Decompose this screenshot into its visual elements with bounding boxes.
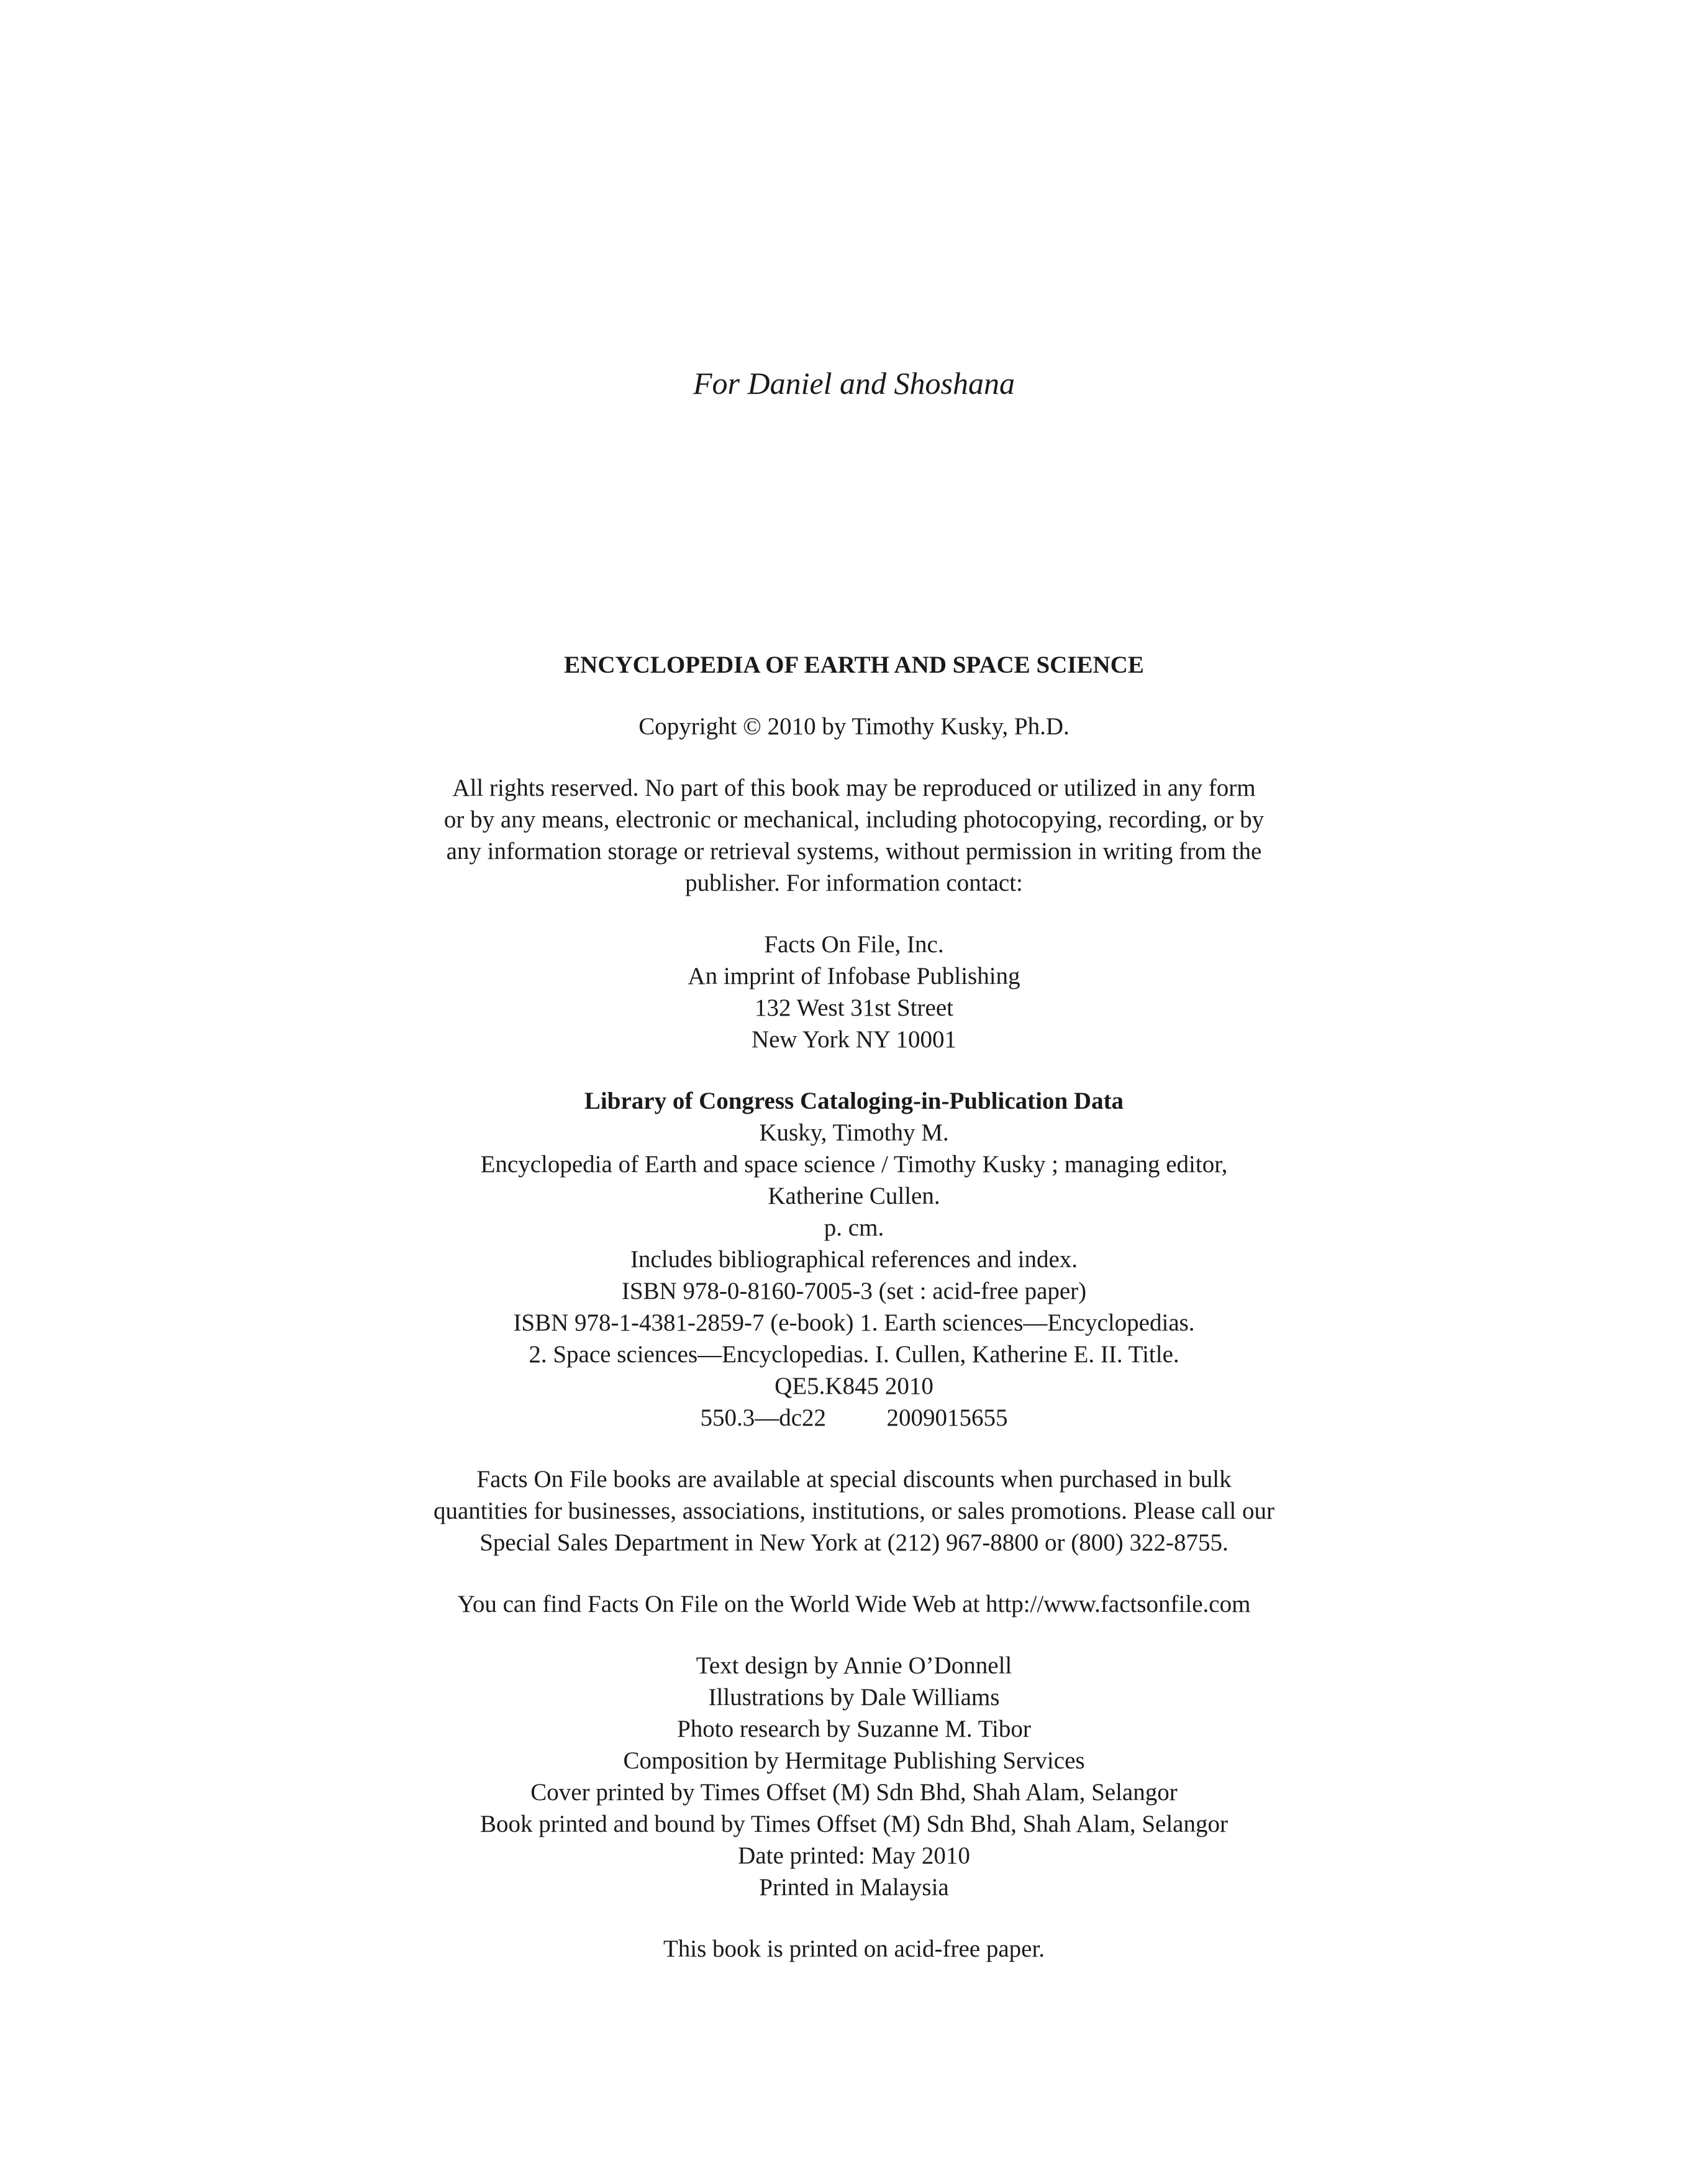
cip-line: Includes bibliographical references and index. xyxy=(630,1246,1078,1273)
production-credits xyxy=(295,1650,1413,1903)
cip-line: ISBN 978-1-4381-2859-7 (e-book) 1. Earth sciences—Encyclopedias. xyxy=(513,1309,1195,1336)
publisher-line: 132 West 31st Street xyxy=(754,994,954,1021)
sales-notice xyxy=(295,1463,1413,1558)
cip-lccn: 2009015655 xyxy=(886,1404,1008,1431)
cip-heading: Library of Congress Cataloging-in-Publication Data xyxy=(584,1088,1124,1114)
cip-line: p. cm. xyxy=(824,1214,884,1241)
publisher-address xyxy=(295,929,1413,1055)
cip-line: QE5.K845 2010 xyxy=(775,1373,933,1399)
rights-line: All rights reserved. No part of this book may be reproduced or utilized in any form xyxy=(452,775,1256,801)
cip-line: Katherine Cullen. xyxy=(768,1183,940,1209)
web-notice: You can find Facts On File on the World Wide Web at http://www.factsonfile.com xyxy=(457,1591,1251,1617)
credit-line: Illustrations by Dale Williams xyxy=(708,1684,1000,1711)
rights-line: any information storage or retrieval systems, without permission in writing from the xyxy=(446,838,1262,865)
publisher-line: New York NY 10001 xyxy=(751,1026,957,1053)
credit-line: Composition by Hermitage Publishing Services xyxy=(623,1747,1085,1774)
sales-line: Facts On File books are available at special discounts when purchased in bulk xyxy=(476,1466,1232,1493)
rights-line: publisher. For information contact: xyxy=(685,870,1023,896)
sales-line: quantities for businesses, associations, institutions, or sales promotions. Please call our xyxy=(434,1498,1274,1524)
cip-class-number: 550.3—dc22 xyxy=(700,1404,827,1431)
credit-line: Photo research by Suzanne M. Tibor xyxy=(677,1716,1031,1742)
publisher-line: Facts On File, Inc. xyxy=(764,931,944,958)
credit-line: Cover printed by Times Offset (M) Sdn Bhd, Shah Alam, Selangor xyxy=(530,1779,1178,1806)
rights-statement xyxy=(295,772,1413,899)
cip-line: Encyclopedia of Earth and space science / Timothy Kusky ; managing editor, xyxy=(480,1151,1228,1178)
publisher-line: An imprint of Infobase Publishing xyxy=(688,963,1020,989)
rights-line: or by any means, electronic or mechanical, including photocopying, recording, or by xyxy=(443,806,1265,833)
cip-classification xyxy=(295,1402,1413,1434)
paper-note: This book is printed on acid-free paper. xyxy=(663,1935,1045,1962)
credit-line: Book printed and bound by Times Offset (M) Sdn Bhd, Shah Alam, Selangor xyxy=(480,1811,1228,1837)
cip-line: ISBN 978-0-8160-7005-3 (set : acid-free paper) xyxy=(621,1278,1087,1304)
copyright-notice: Copyright © 2010 by Timothy Kusky, Ph.D. xyxy=(638,713,1070,740)
credit-line: Printed in Malaysia xyxy=(759,1874,949,1901)
book-title: ENCYCLOPEDIA OF EARTH AND SPACE SCIENCE xyxy=(564,652,1144,678)
credit-line: Date printed: May 2010 xyxy=(738,1842,970,1869)
dedication: For Daniel and Shoshana xyxy=(693,366,1015,401)
cip-data xyxy=(295,1085,1413,1434)
sales-line: Special Sales Department in New York at (212) 967-8800 or (800) 322-8755. xyxy=(479,1529,1229,1556)
cip-line: 2. Space sciences—Encyclopedias. I. Cullen, Katherine E. II. Title. xyxy=(529,1341,1179,1368)
credit-line: Text design by Annie O’Donnell xyxy=(696,1652,1012,1679)
copyright-block xyxy=(295,649,1413,1965)
cip-line: Kusky, Timothy M. xyxy=(759,1119,949,1146)
